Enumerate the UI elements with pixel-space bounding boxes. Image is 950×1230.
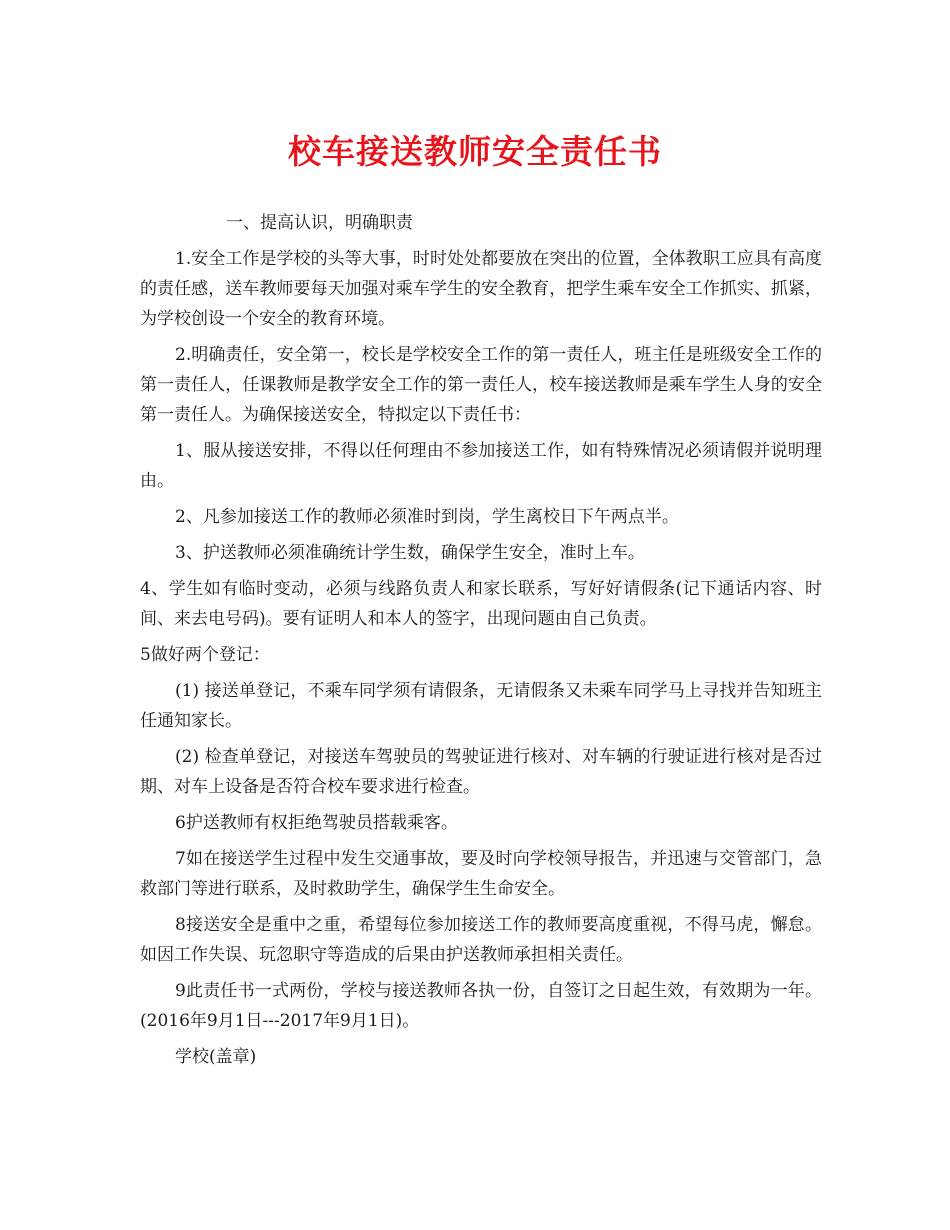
clause-9: 9此责任书一式两份，学校与接送教师各执一份，自签订之日起生效，有效期为一年。(2016年9月1日---2017年9月1日)。 (140, 981, 822, 1031)
clause-3: 3、护送教师必须准确统计学生数，确保学生安全，准时上车。 (175, 543, 645, 563)
clause-6: 6护送教师有权拒绝驾驶员搭载乘客。 (175, 813, 458, 833)
clause-7: 7如在接送学生过程中发生交通事故，要及时向学校领导报告，并迅速与交管部门，急救部门等进行联系，及时救助学生，确保学生生命安全。 (140, 849, 822, 899)
document-body (140, 208, 822, 1078)
paragraph-safety-priority: 1.安全工作是学校的头等大事，时时处处都要放在突出的位置，全体教职工应具有高度的责任感，送车教师要每天加强对乘车学生的安全教育，把学生乘车安全工作抓实、抓紧，为学校创设一个安全的教育环境。 (140, 249, 822, 329)
clause-8: 8接送安全是重中之重，希望每位参加接送工作的教师要高度重视，不得马虎，懈怠。如因工作失误、玩忽职守等造成的后果由护送教师承担相关责任。 (140, 915, 822, 965)
clause-1: 1、服从接送安排，不得以任何理由不参加接送工作，如有特殊情况必须请假并说明理由。 (140, 441, 822, 491)
clause-2: 2、凡参加接送工作的教师必须准时到岗，学生离校日下午两点半。 (175, 507, 679, 527)
clause-5-item-1: (1) 接送单登记，不乘车同学须有请假条，无请假条又未乘车同学马上寻找并告知班主任通知家长。 (140, 681, 822, 731)
clause-4: 4、学生如有临时变动，必须与线路负责人和家长联系，写好好请假条(记下通话内容、时间、来去电号码)。要有证明人和本人的签字，出现问题由自己负责。 (140, 579, 822, 629)
signature-school-seal: 学校(盖章) (175, 1047, 257, 1067)
document-title: 校车接送教师安全责任书 (288, 132, 662, 171)
clause-5-item-2: (2) 检查单登记，对接送车驾驶员的驾驶证进行核对、对车辆的行驶证进行核对是否过期、对车上设备是否符合校车要求进行检查。 (140, 747, 822, 797)
clause-5: 5做好两个登记： (140, 645, 270, 665)
paragraph-responsibility: 2.明确责任，安全第一，校长是学校安全工作的第一责任人，班主任是班级安全工作的第一责任人，任课教师是教学安全工作的第一责任人，校车接送教师是乘车学生人身的安全第一责任人。为确保接送安全，特拟定以下责任书： (140, 345, 822, 425)
section-heading: 一、提高认识，明确职责 (226, 213, 413, 233)
